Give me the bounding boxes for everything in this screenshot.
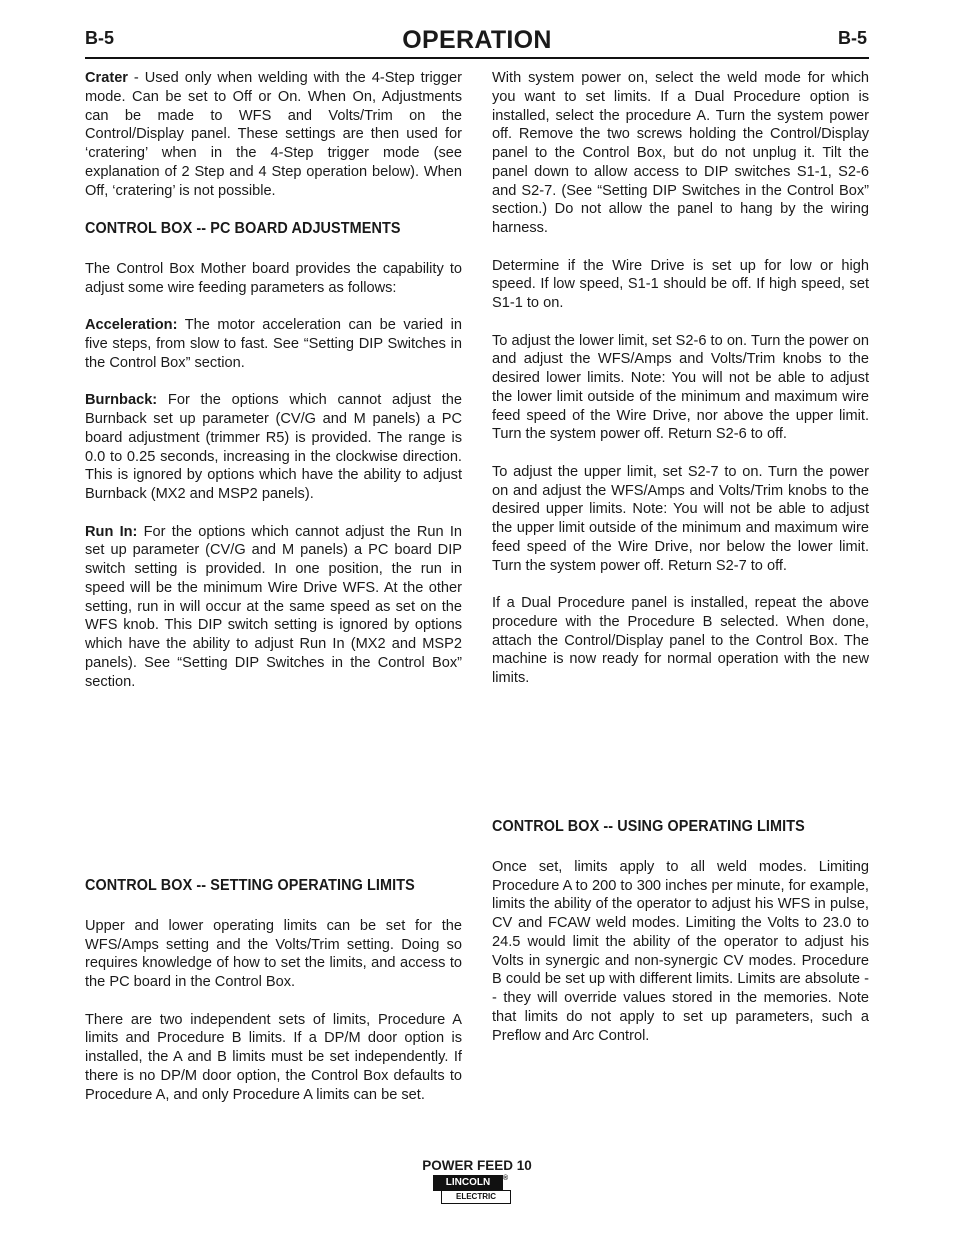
header-rule [85,57,869,59]
section-title: OPERATION [402,26,552,54]
limits-procedure-paragraph-3: To adjust the lower limit, set S2-6 to on. Turn the power on and adjust the WFS/Amps and Volts/Trim knobs to the desired lower limits. Note: You will not be able to adjust the lower limit outside of the minimum and maximum wire feed speed of the Wire Drive, nor above the upper limit. Turn the system power off. Return S2-6 to off. [492,332,869,443]
limits-procedure-paragraph-2: Determine if the Wire Drive is set up for low or high speed. If low speed, S1-1 should be off. If high speed, set S1-1 to on. [492,257,869,311]
logo-top: LINCOLN [433,1175,503,1191]
setting-limits-paragraph-2: There are two independent sets of limits, Procedure A limits and Procedure B limits. If a DP/M door option is installed, the A and B limits must be set independently. If there is no DP/M door option, the Control Box defaults to Procedure A, and only Procedure A limits can be set. [85,1011,462,1103]
limits-procedure-paragraph-1: With system power on, select the weld mode for which you want to set limits. If a Dual Procedure option is installed, select the procedure A. Turn the system power off. Remove the two screws holding the Control/Display panel to the Control Box, but do not unplug it. Tilt the panel down to allow access to DIP switches S1-1, S2-6 and S2-7. (See “Setting DIP Switches in the Control Box” section.) Do not allow the panel to hang by the wiring harness. [492,70,869,236]
acceleration-paragraph [85,316,462,372]
pc-board-intro: The Control Box Mother board provides the capability to adjust some wire feeding parameters as follows: [85,261,462,296]
run-in-paragraph [85,523,462,692]
registered-mark: ® [503,1175,509,1182]
setting-limits-heading: CONTROL BOX -- SETTING OPERATING LIMITS [85,877,415,894]
using-limits-heading: CONTROL BOX -- USING OPERATING LIMITS [492,818,805,835]
setting-limits-paragraph-1: Upper and lower operating limits can be set for the WFS/Amps setting and the Volts/Trim setting. Doing so requires knowledge of how to set the limits, and access to the PC board in the Control Box. [85,917,462,990]
left-column-upper [85,69,462,691]
product-name: POWER FEED 10 [422,1158,532,1173]
page-code-left: B-5 [85,28,115,48]
burnback-lead: Burnback: [85,392,158,409]
right-column-lower [492,818,869,1045]
logo-bottom: ELECTRIC [441,1190,511,1204]
burnback-paragraph [85,391,462,504]
using-limits-paragraph: Once set, limits apply to all weld modes. Limiting Procedure A to 200 to 300 inches per minute, for example, limits the ability of the operator to adjust his WFS in pulse, CV and FCAW weld modes. Limiting the Volts to 23.0 to 24.5 would limit the ability of the operator to adjust his Volts in synergic and non-synergic CV modes. Procedure B could be set up with different limits. Limits are absolute -- they will override values stored in the memories. Note that limits do not apply to set up parameters, such a Preflow and Arc Control. [492,858,869,1044]
run-in-lead: Run In: [85,523,138,540]
crater-paragraph [85,69,462,200]
lincoln-electric-logo [433,1175,513,1205]
right-column-upper [492,69,869,688]
acceleration-text: The motor acceleration can be varied in five steps, from slow to fast. See “Setting DIP Switches in the Control Box” section. [85,317,462,371]
pc-board-heading: CONTROL BOX -- PC BOARD ADJUSTMENTS [85,220,401,238]
crater-lead: Crater [85,70,128,86]
limits-procedure-paragraph-5: If a Dual Procedure panel is installed, repeat the above procedure with the Procedure B selected. When done, attach the Control/Display panel to the Control Box. The machine is now ready for normal operation with the new limits. [492,595,869,686]
left-column-lower [85,877,462,1104]
crater-text: - Used only when welding with the 4-Step trigger mode. Can be set to Off or On. When On, Adjustments can be made to WFS and Volts/Trim on the Control/Display panel. These settings are then used for ‘cratering’ when in the 4-Step trigger mode (see explanation of 2 Step and 4 Step operation below). When Off, ‘cratering’ is not possible. [85,70,462,199]
page-code-right: B-5 [838,28,868,48]
limits-procedure-paragraph-4: To adjust the upper limit, set S2-7 to on. Turn the power on and adjust the WFS/Amps and Volts/Trim knobs to the desired upper limits. Note: You will not be able to adjust the upper limit outside of the minimum and maximum wire feed speed of the Wire Drive, nor below the lower limit. Turn the system power off. Return S2-7 to off. [492,463,869,574]
run-in-text: For the options which cannot adjust the Run In set up parameter (CV/G and M panels) a PC board DIP switch setting is provided. In one position, the run in speed will be the minimum Wire Drive WFS. At the other setting, run in will occur at the same speed as set on the WFS knob. This DIP switch setting is ignored by options which have the ability to adjust Run In (MX2 and MSP2 panels). See “Setting DIP Switches in the Control Box” section. [85,523,462,690]
acceleration-lead: Acceleration: [85,317,178,334]
burnback-text: For the options which cannot adjust the Burnback set up parameter (CV/G and M panels) a PC board adjustment (trimmer R5) is provided. The range is 0.0 to 0.25 seconds, increasing in the clockwise direction. This is ignored by options which have the ability to adjust Burnback (MX2 and MSP2 panels). [85,392,462,502]
